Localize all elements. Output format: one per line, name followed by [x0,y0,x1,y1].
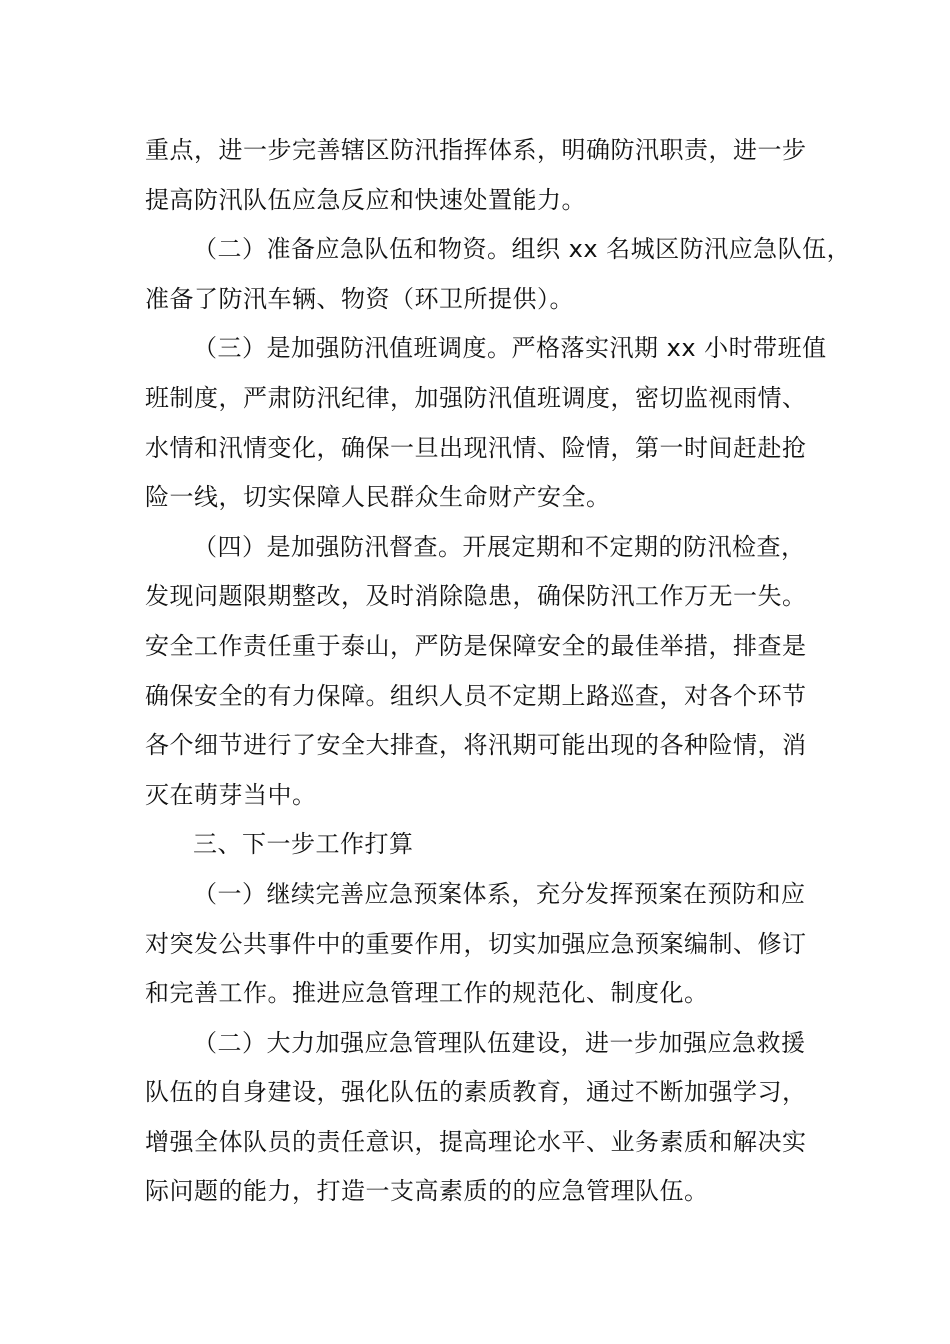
paragraph-start-line: （二）准备应急队伍和物资。组织 xx 名城区防汛应急队伍， [193,235,852,264]
text-line: 班制度，严肃防汛纪律，加强防汛值班调度，密切监视雨情、 [145,383,807,412]
text-line: 灭在萌芽当中。 [145,780,317,809]
text-line: 各个细节进行了安全大排查，将汛期可能出现的各种险情，消 [145,731,807,760]
document-body [145,126,852,1217]
text-line: 对突发公共事件中的重要作用，切实加强应急预案编制、修订 [145,929,807,958]
text-line: 和完善工作。推进应急管理工作的规范化、制度化。 [145,979,709,1008]
text-line: 增强全体队员的责任意识，提高理论水平、业务素质和解决实 [145,1127,807,1156]
text-line: 准备了防汛车辆、物资（环卫所提供）。 [145,284,574,313]
paragraph-start-line: （三）是加强防汛值班调度。严格落实汛期 xx 小时带班值 [193,334,827,363]
text-line: 安全工作责任重于泰山，严防是保障安全的最佳举措，排查是 [145,631,807,660]
text-line: 队伍的自身建设，强化队伍的素质教育，通过不断加强学习， [145,1078,807,1107]
paragraph-start-line: （一）继续完善应急预案体系，充分发挥预案在预防和应 [193,879,806,908]
paragraph-start-line: （四）是加强防汛督查。开展定期和不定期的防汛检查， [193,532,806,561]
paragraph-start-line: （二）大力加强应急管理队伍建设，进一步加强应急救援 [193,1028,806,1057]
text-line: 水情和汛情变化，确保一旦出现汛情、险情，第一时间赶赴抢 [145,433,807,462]
text-line: 重点，进一步完善辖区防汛指挥体系，明确防汛职责，进一步 [145,136,807,164]
text-line: 确保安全的有力保障。组织人员不定期上路巡查，对各个环节 [145,681,807,710]
text-line: 险一线，切实保障人民群众生命财产安全。 [145,483,611,512]
section-heading: 三、下一步工作打算 [193,830,414,859]
text-line: 际问题的能力，打造一支高素质的的应急管理队伍。 [145,1177,709,1206]
text-line: 发现问题限期整改，及时消除隐患，确保防汛工作万无一失。 [145,582,807,611]
text-line: 提高防汛队伍应急反应和快速处置能力。 [145,185,586,214]
